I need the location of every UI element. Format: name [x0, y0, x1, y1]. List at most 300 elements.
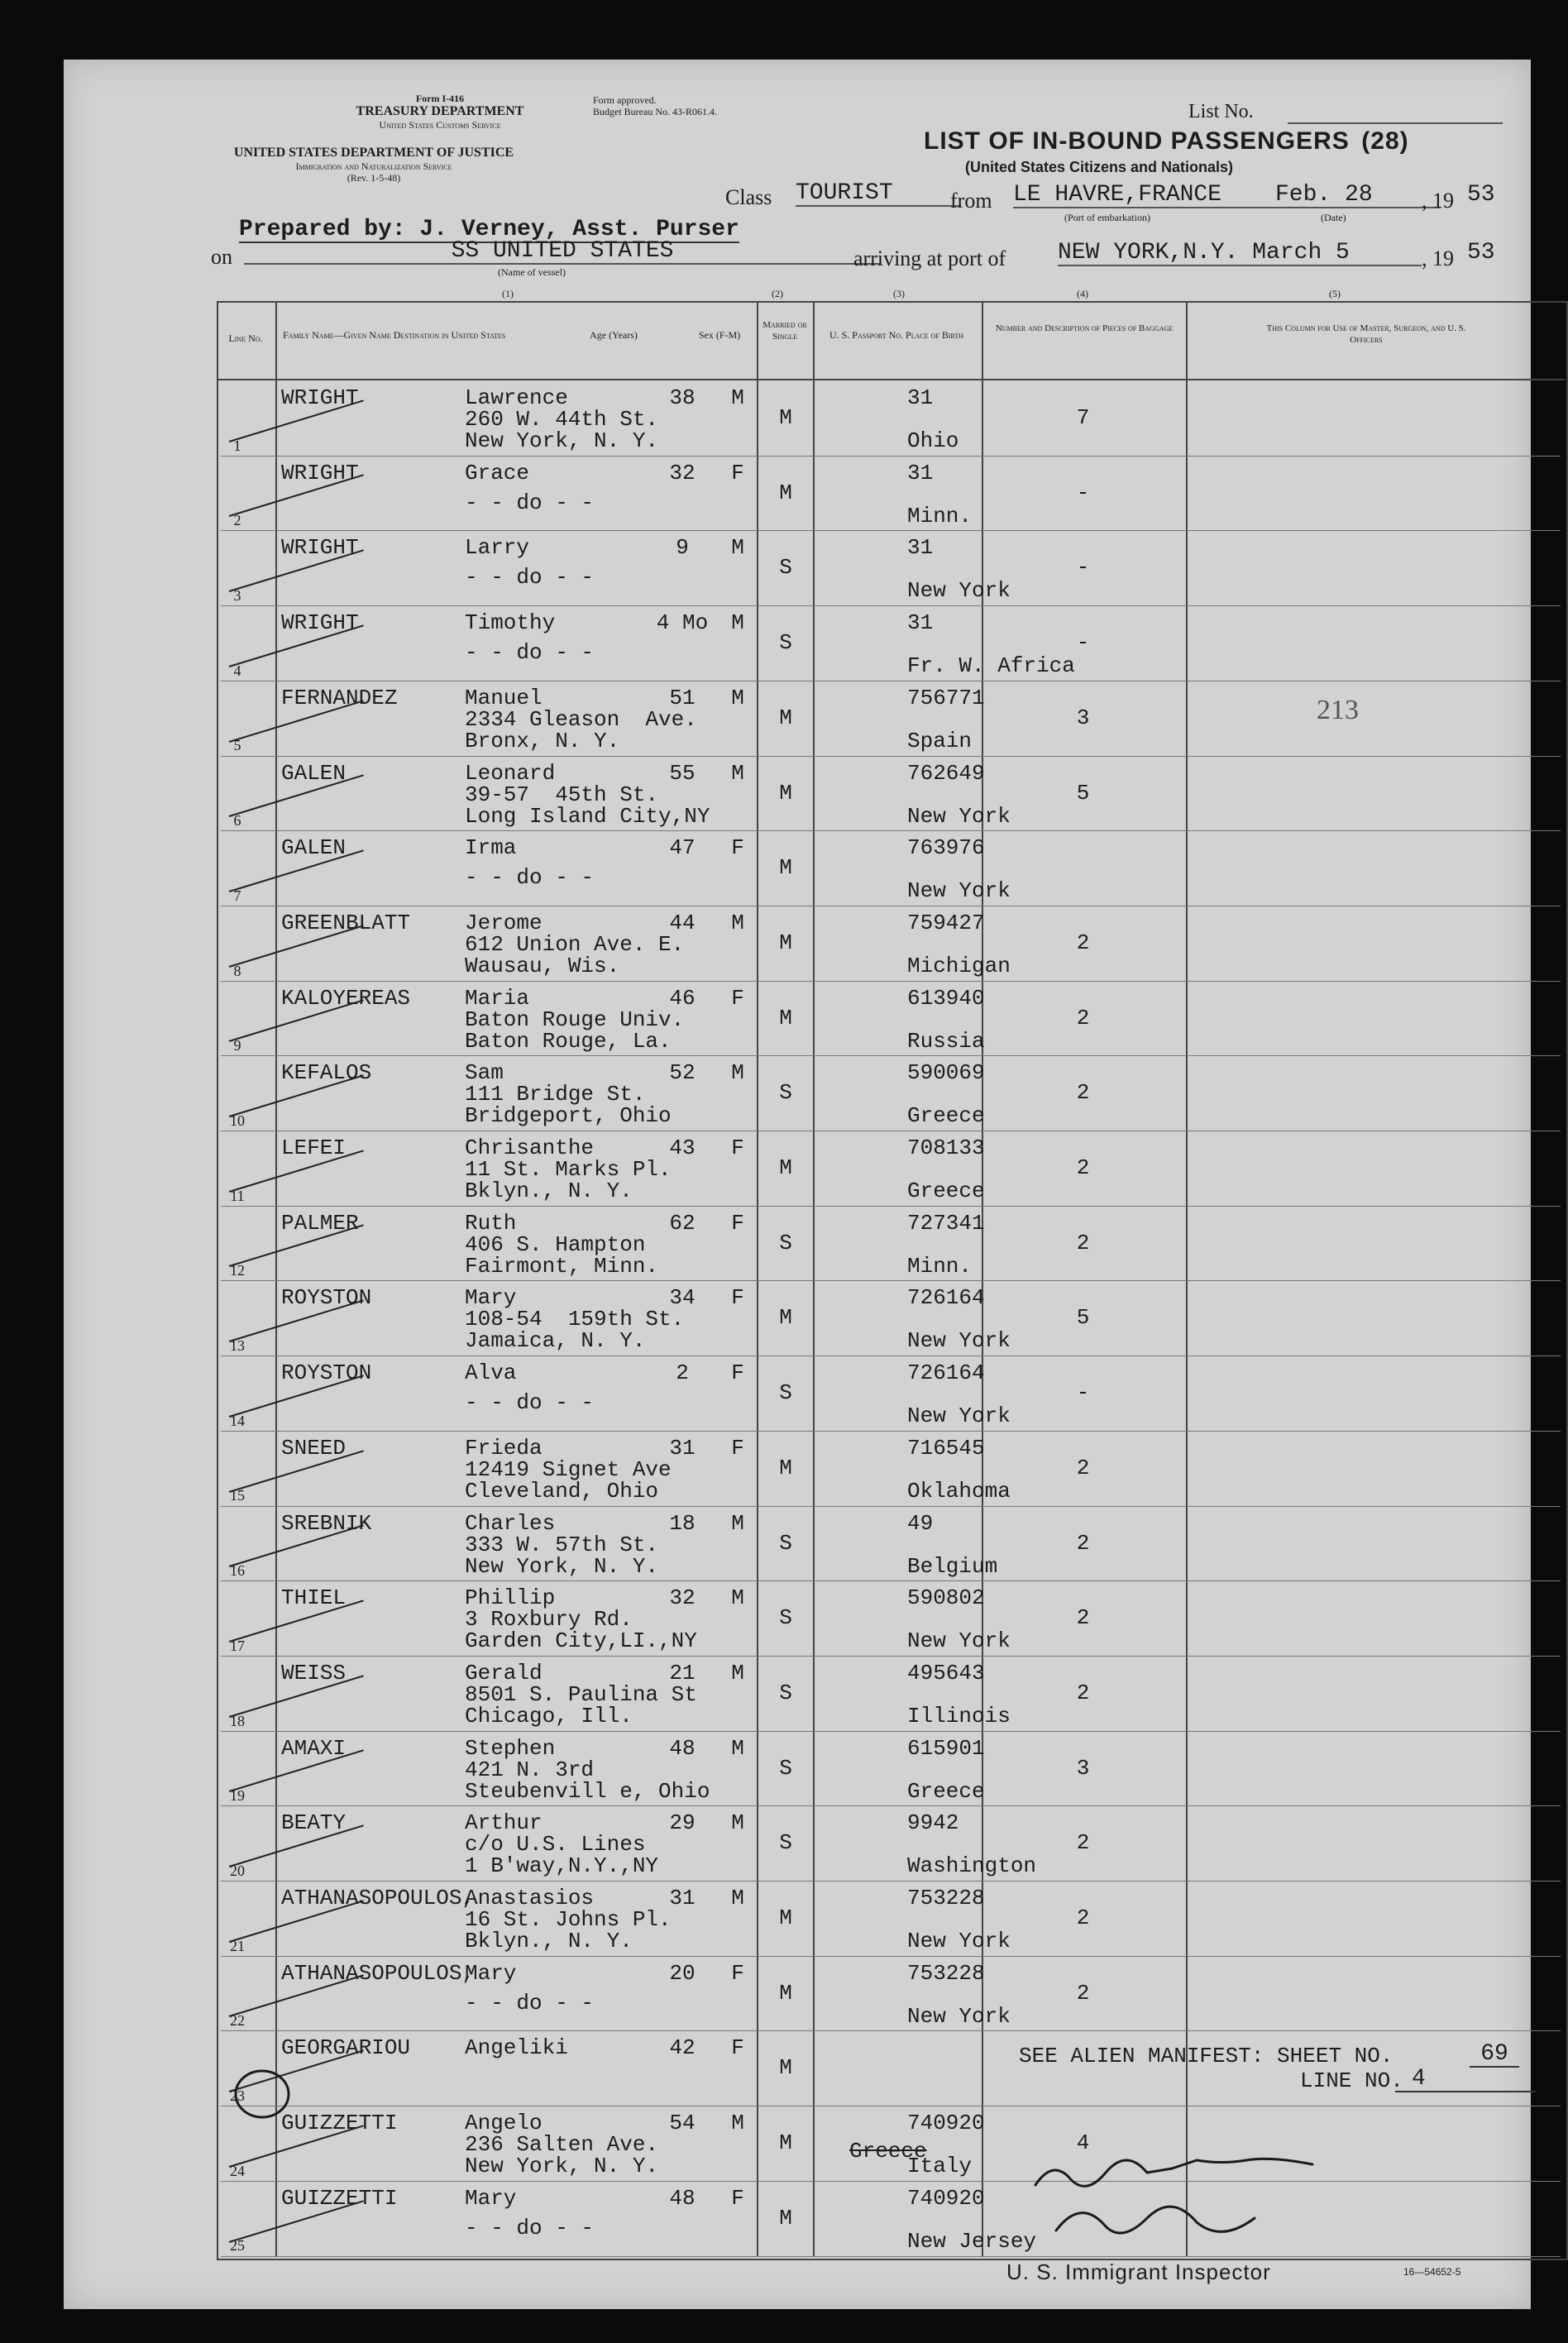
- address-line-2: Steubenvill e, Ohio: [465, 1778, 710, 1804]
- place-of-birth: Ohio: [907, 428, 959, 453]
- inspector-signature: [1056, 2207, 1255, 2233]
- given-name: Mary: [465, 2185, 517, 2211]
- place-of-birth: Spain: [907, 728, 973, 753]
- given-name: Larry: [465, 535, 530, 561]
- passport-number: 590802: [907, 1585, 985, 1611]
- passport-number: 590069: [907, 1060, 985, 1086]
- address-line-2: Wausau, Wis.: [465, 953, 620, 978]
- passport-number: 759427: [907, 910, 985, 935]
- col-num-3: (3): [893, 288, 905, 299]
- place-of-birth: Greece: [907, 1179, 985, 1203]
- line-number: 5: [233, 737, 241, 754]
- line-number: 21: [230, 1937, 245, 1954]
- age: 48: [669, 2185, 696, 2211]
- address-line-1: 236 Salten Ave.: [465, 2132, 659, 2158]
- family-name: GALEN: [281, 835, 347, 861]
- sex: F: [731, 1136, 744, 1160]
- age: 29: [669, 1810, 696, 1836]
- passport-number: 495643: [907, 1660, 985, 1686]
- baggage-count: -: [1076, 555, 1090, 581]
- family-name: WRIGHT: [281, 385, 359, 410]
- given-name: Frieda: [465, 1435, 543, 1461]
- address-line-2: 1 B'way,N.Y.,NY: [465, 1853, 659, 1879]
- sex: M: [731, 1810, 744, 1836]
- line-number: 4: [233, 662, 241, 679]
- family-name: GUIZZETTI: [281, 2111, 398, 2136]
- sex: F: [731, 2185, 744, 2211]
- line-number: 8: [233, 962, 241, 979]
- family-name: GUIZZETTI: [281, 2185, 398, 2211]
- family-name: GREENBLATT: [281, 910, 411, 935]
- address-line-2: Bklyn., N. Y.: [465, 1179, 633, 1203]
- baggage-count: 4: [1076, 2130, 1090, 2156]
- class-label: Class: [725, 185, 772, 209]
- age: 2: [676, 1360, 689, 1386]
- sex: M: [731, 535, 744, 561]
- sex: M: [731, 2111, 744, 2136]
- age: 62: [669, 1210, 696, 1236]
- address-line-1: - - do - -: [465, 1390, 595, 1416]
- age: 32: [669, 460, 696, 485]
- line-number: 12: [230, 1262, 245, 1279]
- marital-status: M: [779, 480, 792, 505]
- sex: F: [731, 835, 744, 861]
- form-approved: Form approved.: [593, 94, 657, 106]
- embarkation-date: Feb. 28: [1275, 184, 1441, 208]
- age: 4 Mo: [656, 610, 709, 636]
- alien-sheet-no: 69: [1470, 2043, 1519, 2068]
- col-name: Family Name—Given Name Destination in United States: [283, 329, 506, 341]
- line-number: 6: [233, 812, 241, 830]
- from-year: 53: [1467, 182, 1495, 208]
- sex: M: [731, 685, 744, 710]
- baggage-count: 2: [1076, 1905, 1090, 1930]
- address-line-1: - - do - -: [465, 640, 595, 666]
- line-number: 7: [233, 887, 241, 904]
- sex: F: [731, 2035, 744, 2061]
- handwriting-overlay: [64, 60, 1531, 2309]
- class-value: TOURIST: [796, 182, 961, 207]
- given-name: Mary: [465, 1285, 517, 1311]
- address-line-1: 260 W. 44th St.: [465, 407, 659, 432]
- address-line-1: Baton Rouge Univ.: [465, 1007, 685, 1032]
- form-number: Form I-416: [415, 93, 465, 104]
- from-label: from: [950, 189, 992, 213]
- line-number: 1: [233, 437, 241, 454]
- passport-number: 762649: [907, 760, 985, 786]
- address-line-2: New York, N. Y.: [465, 2154, 659, 2179]
- sex: F: [731, 1285, 744, 1311]
- list-count: (28): [1361, 127, 1409, 155]
- col-age: Age (Years): [590, 329, 638, 341]
- col-baggage: Number and Description of Pieces of Baggage: [995, 323, 1174, 333]
- place-of-birth: Michigan: [907, 953, 1011, 978]
- age: 32: [669, 1585, 696, 1611]
- place-of-birth: Washington: [907, 1853, 1037, 1879]
- address-line-2: Bklyn., N. Y.: [465, 1929, 633, 1953]
- baggage-count: 2: [1076, 1155, 1090, 1180]
- passport-number: 9942: [907, 1810, 959, 1836]
- ins-service: Immigration and Naturalization Service: [295, 160, 452, 172]
- marital-status: S: [779, 1755, 792, 1781]
- date-caption: (Date): [1321, 212, 1346, 223]
- sex: M: [731, 760, 744, 786]
- address-line-2: Long Island City,NY: [465, 803, 710, 829]
- passport-number: 615901: [907, 1735, 985, 1761]
- given-name: Mary: [465, 1960, 517, 1986]
- sex: M: [731, 1660, 744, 1686]
- address-line-2: New York, N. Y.: [465, 428, 659, 453]
- age: 21: [669, 1660, 696, 1686]
- baggage-count: 2: [1076, 1230, 1090, 1255]
- family-name: THIEL: [281, 1585, 347, 1611]
- place-of-birth: New York: [907, 803, 1011, 829]
- given-name: Charles: [465, 1510, 556, 1536]
- given-name: Sam: [465, 1060, 504, 1086]
- port-of-embarkation: LE HAVRE,FRANCE: [1013, 184, 1286, 208]
- marital-status: S: [779, 1530, 792, 1556]
- family-name: KEFALOS: [281, 1060, 372, 1086]
- given-name: Alva: [465, 1360, 517, 1386]
- family-name: ATHANASOPOULOS,: [281, 1960, 476, 1986]
- marital-status: M: [779, 855, 792, 881]
- handwritten-note: [1035, 2159, 1312, 2186]
- given-name: Chrisanthe: [465, 1136, 595, 1160]
- marital-status: M: [779, 1455, 792, 1480]
- baggage-count: 2: [1076, 930, 1090, 955]
- given-name: Phillip: [465, 1585, 556, 1611]
- marital-status: M: [779, 780, 792, 806]
- age: 44: [669, 910, 696, 935]
- place-of-birth: New York: [907, 1328, 1011, 1354]
- marital-status: S: [779, 1830, 792, 1856]
- line-number: 17: [230, 1637, 245, 1654]
- place-of-birth: New York: [907, 1929, 1011, 1953]
- marital-status: M: [779, 2055, 792, 2081]
- customs-service: United States Customs Service: [379, 119, 501, 131]
- revision-date: (Rev. 1-5-48): [347, 172, 401, 184]
- address-line-1: 111 Bridge St.: [465, 1082, 646, 1107]
- marital-status: M: [779, 2130, 792, 2156]
- list-number-label: List No.: [1188, 101, 1254, 122]
- place-of-birth: Fr. W. Africa: [907, 653, 1075, 679]
- col-passport: U. S. Passport No. Place of Birth: [829, 329, 964, 341]
- age: 55: [669, 760, 696, 786]
- baggage-count: 7: [1076, 405, 1090, 430]
- sex: F: [731, 1435, 744, 1461]
- age: 20: [669, 1960, 696, 1986]
- family-name: KALOYEREAS: [281, 985, 411, 1011]
- marital-status: M: [779, 1905, 792, 1930]
- sex: M: [731, 385, 744, 410]
- passport-number: 726164: [907, 1360, 985, 1386]
- age: 47: [669, 835, 696, 861]
- marital-status: M: [779, 930, 792, 955]
- family-name: LEFEI: [281, 1136, 347, 1160]
- family-name: FERNANDEZ: [281, 685, 398, 710]
- given-name: Gerald: [465, 1660, 543, 1686]
- age: 48: [669, 1735, 696, 1761]
- passport-number: 727341: [907, 1210, 985, 1236]
- family-name: SREBNIK: [281, 1510, 372, 1536]
- col-num-5: (5): [1329, 288, 1341, 299]
- place-of-birth: New York: [907, 2003, 1011, 2029]
- line-number: 16: [230, 1562, 245, 1580]
- passport-number: 31: [907, 535, 934, 561]
- vessel-caption: (Name of vessel): [498, 266, 566, 278]
- sex: F: [731, 1210, 744, 1236]
- marital-status: S: [779, 1080, 792, 1106]
- officer-note: 213: [1317, 695, 1359, 725]
- place-of-birth: Illinois: [907, 1703, 1011, 1729]
- manifest-sheet: [64, 60, 1531, 2309]
- passport-number: 49: [907, 1510, 934, 1536]
- line-number: 18: [230, 1712, 245, 1729]
- family-name: WRIGHT: [281, 535, 359, 561]
- address-line-2: Jamaica, N. Y.: [465, 1328, 646, 1354]
- line-number: 9: [233, 1037, 241, 1054]
- family-name: GEORGARIOU: [281, 2035, 411, 2061]
- age: 43: [669, 1136, 696, 1160]
- age: 38: [669, 385, 696, 410]
- baggage-count: 2: [1076, 1830, 1090, 1856]
- family-name: GALEN: [281, 760, 347, 786]
- age: 54: [669, 2111, 696, 2136]
- place-of-birth: Greece: [907, 1103, 985, 1129]
- circled-line-number: [236, 2071, 289, 2117]
- col-num-4: (4): [1077, 288, 1088, 299]
- marital-status: M: [779, 1155, 792, 1180]
- baggage-count: -: [1076, 480, 1090, 505]
- given-name: Leonard: [465, 760, 556, 786]
- col-line-no: Line No.: [228, 332, 263, 344]
- age: 51: [669, 685, 696, 710]
- sex: F: [731, 460, 744, 485]
- col-num-2: (2): [772, 288, 783, 299]
- line-number: 14: [230, 1412, 245, 1429]
- place-of-birth: Russia: [907, 1028, 985, 1054]
- address-line-1: - - do - -: [465, 565, 595, 591]
- age: 18: [669, 1510, 696, 1536]
- marital-status: S: [779, 1230, 792, 1255]
- passport-number: 740920: [907, 2111, 985, 2136]
- age: 9: [676, 535, 689, 561]
- passport-number: 740920: [907, 2185, 985, 2211]
- address-line-1: 8501 S. Paulina St: [465, 1681, 697, 1707]
- age: 46: [669, 985, 696, 1011]
- given-name: Maria: [465, 985, 530, 1011]
- address-line-2: Bridgeport, Ohio: [465, 1103, 672, 1129]
- age: 34: [669, 1285, 696, 1311]
- sex: M: [731, 610, 744, 636]
- place-of-birth: Italy: [907, 2154, 973, 2179]
- baggage-count: 2: [1076, 1530, 1090, 1556]
- family-name: AMAXI: [281, 1735, 347, 1761]
- struck-birthplace: Greece: [849, 2139, 927, 2164]
- given-name: Angeliki: [465, 2035, 568, 2061]
- place-of-birth: Belgium: [907, 1553, 998, 1579]
- marital-status: M: [779, 1980, 792, 2006]
- prepared-by: Prepared by: J. Verney, Asst. Purser: [239, 217, 739, 242]
- family-name: BEATY: [281, 1810, 347, 1836]
- baggage-count: 3: [1076, 705, 1090, 730]
- age: 42: [669, 2035, 696, 2061]
- family-name: ROYSTON: [281, 1360, 372, 1386]
- family-name: WEISS: [281, 1660, 347, 1686]
- address-line-1: - - do - -: [465, 490, 595, 515]
- place-of-birth: New York: [907, 1403, 1011, 1429]
- age: 31: [669, 1886, 696, 1910]
- age: 52: [669, 1060, 696, 1086]
- on-label: on: [211, 245, 232, 269]
- arrival-port: NEW YORK,N.Y. March 5: [1058, 241, 1422, 266]
- address-line-2: Chicago, Ill.: [465, 1703, 633, 1729]
- given-name: Arthur: [465, 1810, 543, 1836]
- col-officers: This Column for Use of Master, Surgeon, and U. S. Officers: [1266, 323, 1466, 345]
- line-number: 3: [233, 587, 241, 605]
- passport-number: 31: [907, 610, 934, 636]
- address-line-1: c/o U.S. Lines: [465, 1832, 646, 1858]
- justice-department: UNITED STATES DEPARTMENT OF JUSTICE: [233, 146, 514, 160]
- passport-number: 726164: [907, 1285, 985, 1311]
- col-married: Married or Single: [762, 320, 807, 342]
- address-line-2: Baton Rouge, La.: [465, 1028, 672, 1054]
- sex: F: [731, 985, 744, 1011]
- baggage-count: 2: [1076, 1605, 1090, 1631]
- family-name: PALMER: [281, 1210, 359, 1236]
- address-line-1: - - do - -: [465, 2215, 595, 2240]
- sex: M: [731, 1886, 744, 1910]
- col-sex: Sex (F-M): [698, 329, 741, 341]
- marital-status: S: [779, 630, 792, 656]
- passport-number: 31: [907, 385, 934, 410]
- marital-status: M: [779, 2205, 792, 2231]
- line-number: 23: [230, 2087, 245, 2105]
- address-line-1: 406 S. Hampton: [465, 1231, 646, 1257]
- place-of-birth: New York: [907, 578, 1011, 604]
- baggage-count: 2: [1076, 1080, 1090, 1106]
- place-of-birth: New York: [907, 1628, 1011, 1654]
- age: 31: [669, 1435, 696, 1461]
- address-line-1: 16 St. Johns Pl.: [465, 1907, 672, 1932]
- form-code: 16—54652-5: [1403, 2266, 1461, 2278]
- baggage-count: 2: [1076, 1680, 1090, 1705]
- given-name: Timothy: [465, 610, 556, 636]
- line-number: 11: [230, 1187, 245, 1204]
- address-line-2: Garden City,LI.,NY: [465, 1628, 697, 1654]
- family-name: ROYSTON: [281, 1285, 372, 1311]
- place-of-birth: New Jersey: [907, 2228, 1037, 2254]
- line-number: 13: [230, 1337, 245, 1355]
- family-name: WRIGHT: [281, 610, 359, 636]
- family-name: WRIGHT: [281, 460, 359, 485]
- address-line-1: - - do - -: [465, 865, 595, 891]
- marital-status: S: [779, 555, 792, 581]
- address-line-1: 333 W. 57th St.: [465, 1532, 659, 1557]
- baggage-count: 2: [1076, 1455, 1090, 1480]
- address-line-2: Bronx, N. Y.: [465, 728, 620, 753]
- sex: M: [731, 1060, 744, 1086]
- family-name: SNEED: [281, 1435, 347, 1461]
- baggage-count: 2: [1076, 1980, 1090, 2006]
- address-line-1: - - do - -: [465, 1990, 595, 2015]
- address-line-2: New York, N. Y.: [465, 1553, 659, 1579]
- page-title: LIST OF IN-BOUND PASSENGERS: [924, 127, 1350, 155]
- line-number: 10: [230, 1112, 245, 1129]
- marital-status: M: [779, 1305, 792, 1331]
- treasury-department: TREASURY DEPARTMENT: [356, 104, 524, 118]
- sex: F: [731, 1960, 744, 1986]
- given-name: Irma: [465, 835, 517, 861]
- baggage-count: 2: [1076, 1005, 1090, 1030]
- address-line-1: 3 Roxbury Rd.: [465, 1607, 633, 1633]
- passport-number: 753228: [907, 1960, 985, 1986]
- place-of-birth: Oklahoma: [907, 1478, 1011, 1504]
- given-name: Stephen: [465, 1735, 556, 1761]
- address-line-1: 11 St. Marks Pl.: [465, 1157, 672, 1182]
- given-name: Grace: [465, 460, 530, 485]
- sex: M: [731, 1585, 744, 1611]
- baggage-count: 5: [1076, 780, 1090, 806]
- col-num-1: (1): [502, 288, 514, 299]
- address-line-1: 12419 Signet Ave: [465, 1456, 672, 1482]
- marital-status: M: [779, 405, 792, 430]
- arrival-year-prefix: , 19: [1422, 246, 1454, 270]
- embarkation-caption: (Port of embarkation): [1064, 212, 1150, 223]
- passport-number: 716545: [907, 1435, 985, 1461]
- address-line-1: 39-57 45th St.: [465, 782, 659, 807]
- given-name: Jerome: [465, 910, 543, 935]
- place-of-birth: Minn.: [907, 1253, 973, 1279]
- passport-number: 753228: [907, 1886, 985, 1910]
- address-line-2: Cleveland, Ohio: [465, 1478, 659, 1504]
- baggage-count: -: [1076, 630, 1090, 656]
- passport-number: 708133: [907, 1136, 985, 1160]
- line-number: 15: [230, 1487, 245, 1504]
- vessel-name: SS UNITED STATES: [244, 240, 881, 265]
- line-number: 24: [230, 2162, 245, 2179]
- inspector-signature-line: U. S. Immigrant Inspector: [1006, 2259, 1271, 2284]
- marital-status: M: [779, 705, 792, 730]
- marital-status: S: [779, 1380, 792, 1406]
- given-name: Ruth: [465, 1210, 517, 1236]
- address-line-1: 421 N. 3rd: [465, 1757, 595, 1782]
- sex: M: [731, 910, 744, 935]
- given-name: Angelo: [465, 2111, 543, 2136]
- sex: M: [731, 1510, 744, 1536]
- sex: M: [731, 1735, 744, 1761]
- line-number: 25: [230, 2237, 245, 2255]
- arriving-label: arriving at port of: [853, 246, 1006, 270]
- line-number: 2: [233, 512, 241, 529]
- given-name: Anastasios: [465, 1886, 595, 1910]
- sex: F: [731, 1360, 744, 1386]
- marital-status: S: [779, 1680, 792, 1705]
- passport-number: 613940: [907, 985, 985, 1011]
- line-number: 22: [230, 2012, 245, 2030]
- alien-line-no: 4: [1395, 2068, 1536, 2092]
- marital-status: M: [779, 1005, 792, 1030]
- from-year-prefix: , 19: [1422, 189, 1454, 213]
- given-name: Lawrence: [465, 385, 568, 410]
- place-of-birth: New York: [907, 878, 1011, 904]
- alien-manifest-note: SEE ALIEN MANIFEST: SHEET NO.: [1019, 2044, 1394, 2068]
- address-line-1: 612 Union Ave. E.: [465, 931, 685, 957]
- line-number: 20: [230, 1862, 245, 1879]
- address-line-1: 2334 Gleason Ave.: [465, 706, 697, 732]
- address-line-2: Fairmont, Minn.: [465, 1253, 659, 1279]
- page-subtitle: (United States Citizens and Nationals): [965, 159, 1234, 175]
